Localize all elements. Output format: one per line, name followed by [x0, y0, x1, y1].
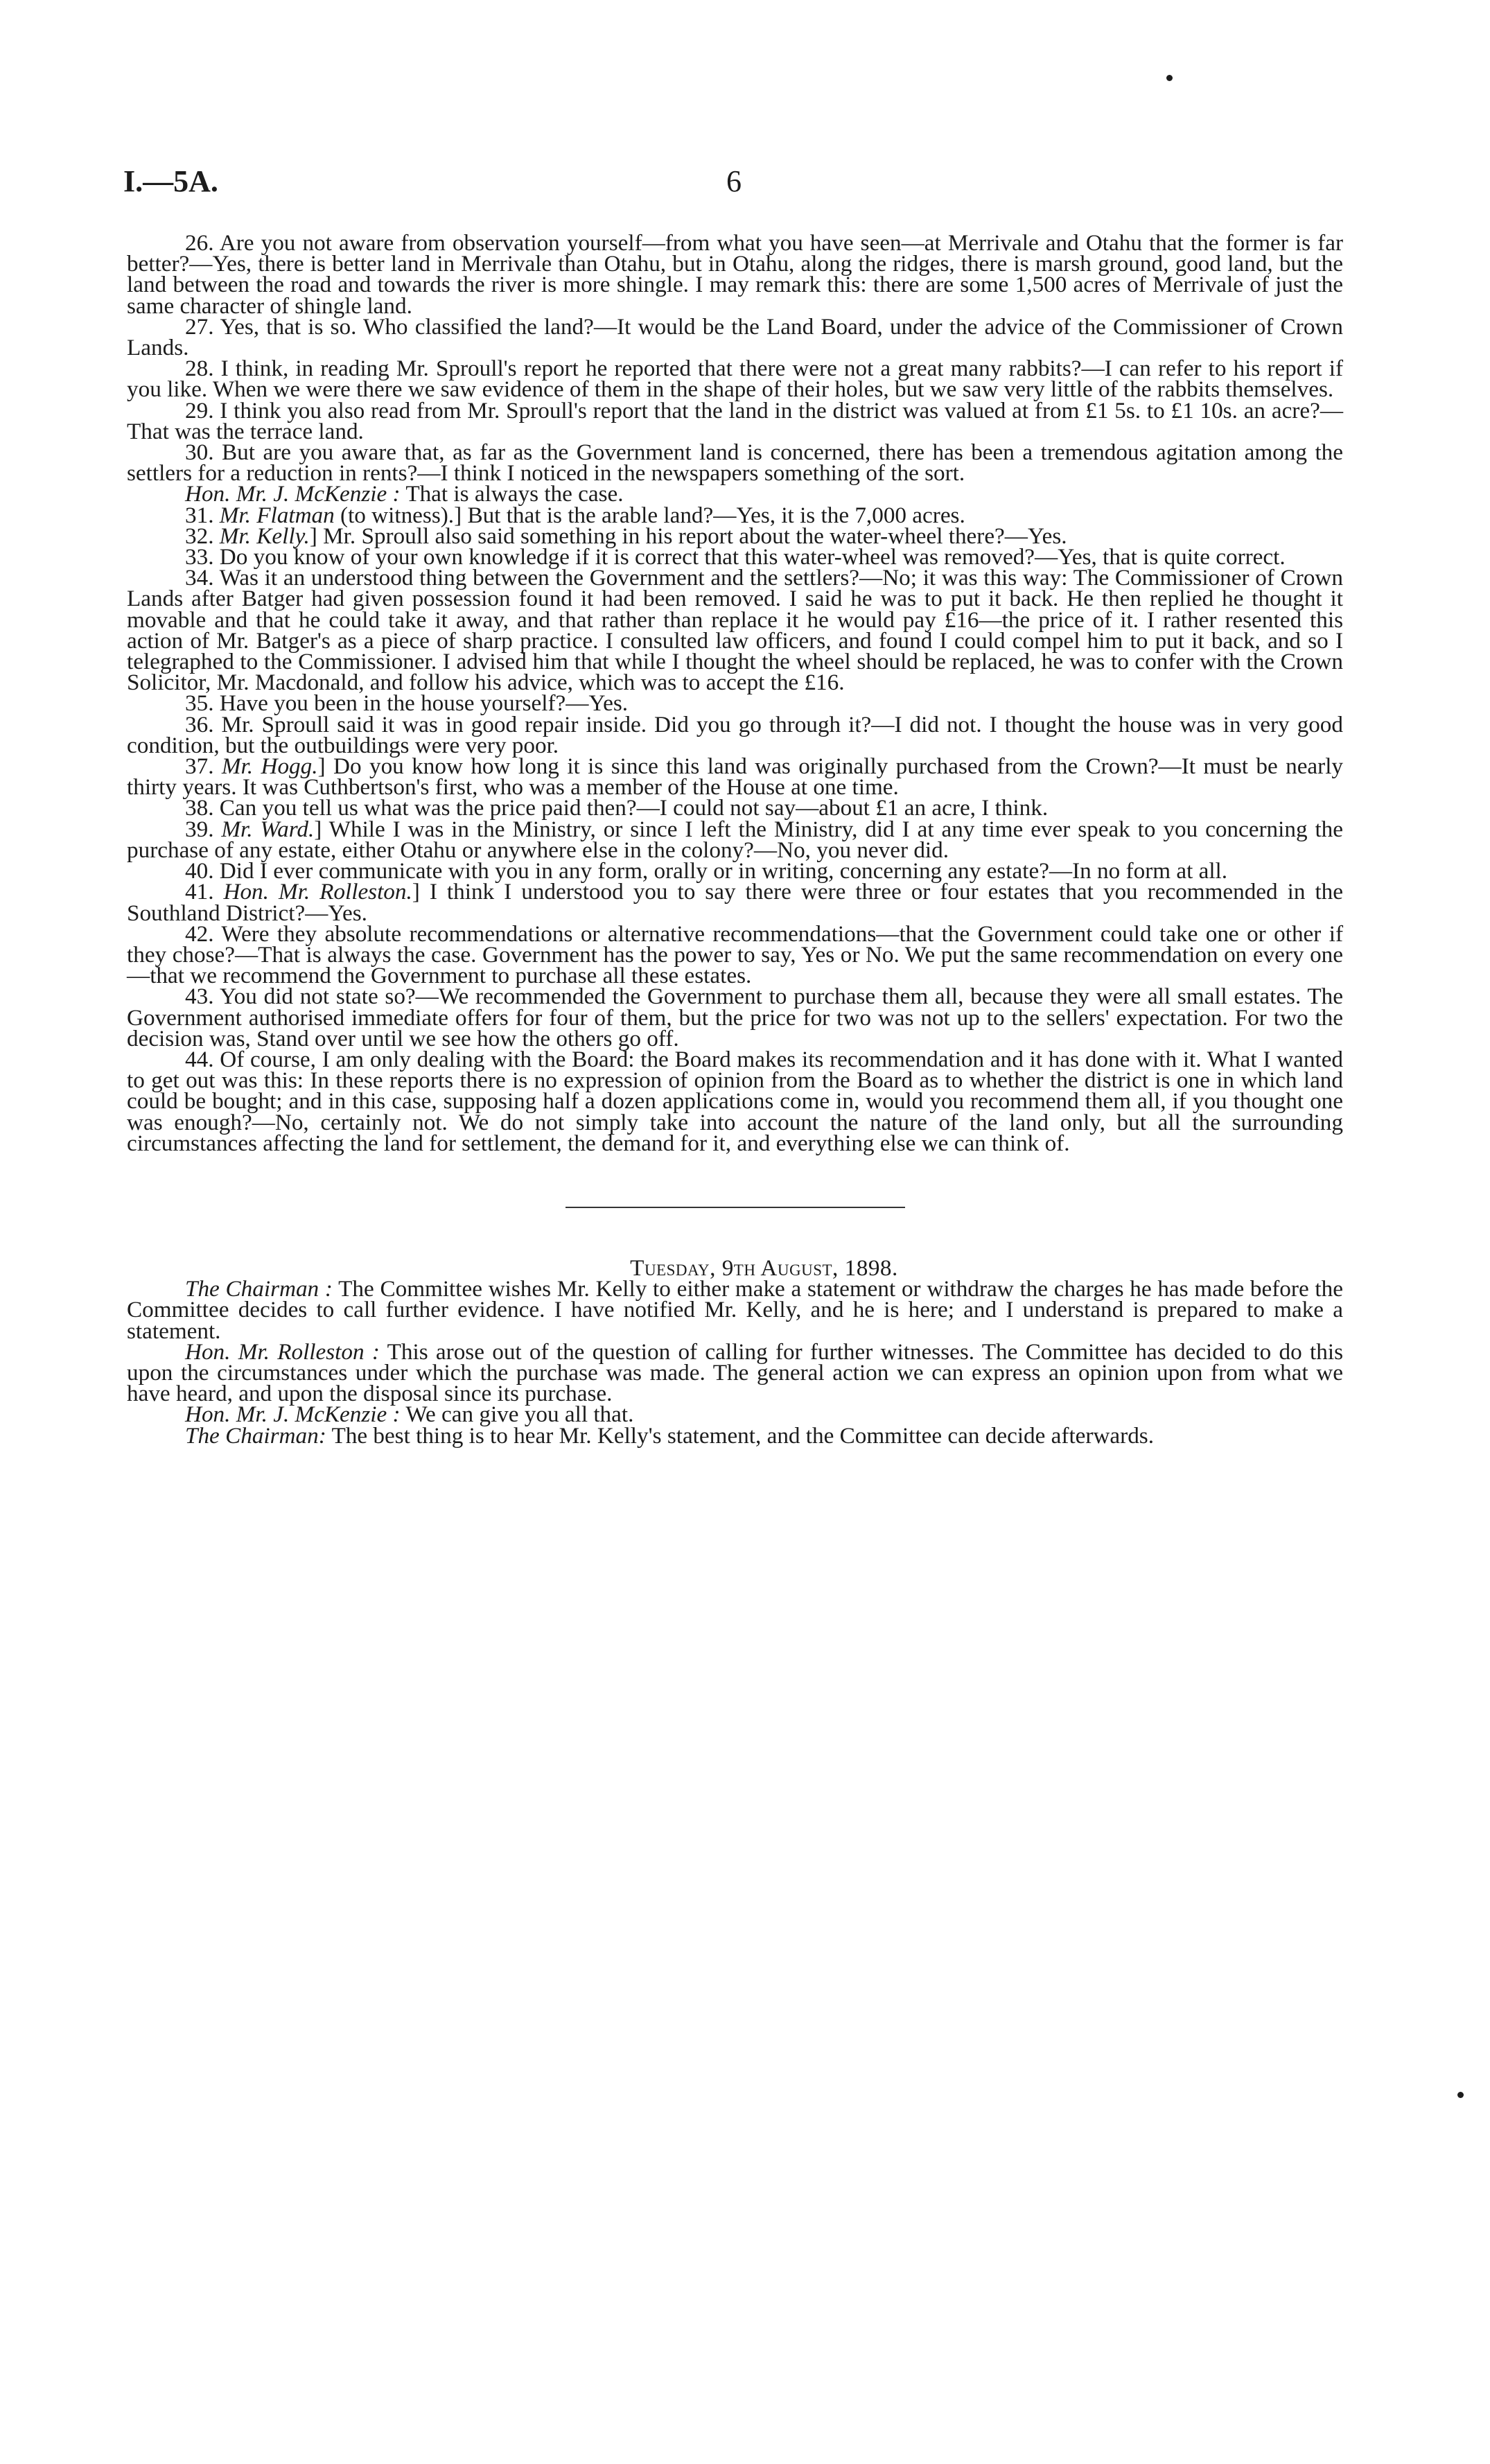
- question-text: Mr. Sproull said it was in good repair inside. Did you go through it?—I did not. I thought the house was in very good condition, but the outbuildings were very poor.: [127, 711, 1343, 758]
- speaker-name: The Chairman:: [185, 1422, 326, 1449]
- speaker-name: Mr. Hogg.: [221, 753, 318, 780]
- question-number: 31.: [185, 502, 214, 528]
- document-reference: I.—5A.: [123, 164, 218, 198]
- session-date-heading: Tuesday, 9th August, 1898.: [630, 1255, 898, 1281]
- question-number: 30.: [185, 439, 214, 466]
- question-41: [127, 879, 1344, 926]
- speaker-aside: ]: [317, 753, 326, 780]
- question-36: [127, 711, 1343, 758]
- question-text: Do you know of your own knowledge if it is correct that this water-wheel was removed?—Yes, that is quite correct.: [219, 544, 1286, 570]
- speaker-name: Hon. Mr. J. McKenzie :: [185, 481, 401, 507]
- question-text: Were they absolute recommendations or alternative recommendations—that the Government could take one or other if they chose?—That is always the case. Government has the power to say, Yes or No. We put the same recommendation on every one—that we recommend the Government to purchase all these estates.: [127, 920, 1344, 989]
- question-number: 39.: [185, 816, 214, 842]
- question-number: 40.: [185, 858, 214, 884]
- question-number: 33.: [185, 544, 214, 570]
- question-29: [127, 397, 1344, 444]
- question-number: 28.: [185, 356, 214, 382]
- speaker-name: The Chairman :: [185, 1276, 333, 1302]
- remark-text: That is always the case.: [405, 481, 624, 507]
- question-number: 32.: [185, 523, 214, 549]
- session-remark-chairman: [127, 1276, 1343, 1344]
- question-number: 42.: [185, 920, 214, 947]
- question-39: [127, 816, 1343, 863]
- session-remark-rolleston: [127, 1338, 1343, 1407]
- speaker-name: Hon. Mr. Rolleston.: [223, 879, 412, 905]
- question-30: [127, 439, 1343, 487]
- question-number: 29.: [185, 397, 214, 423]
- question-26: [127, 230, 1343, 319]
- section-divider: [566, 1207, 905, 1208]
- remark-text: The best thing is to hear Mr. Kelly's statement, and the Committee can decide afterwards.: [331, 1422, 1155, 1449]
- question-text: Have you been in the house yourself?—Yes.: [219, 690, 629, 717]
- question-text: Are you not aware from observation yourself—from what you have seen—at Merrivale and Otahu that the former is far better?—Yes, there is better land in Merrivale than Otahu, but in Otahu, along the ridges, there is marsh ground, good land, but the land between the road and towards the river is more shingle. I may remark this: there are some 1,500 acres of Merrivale of just the same character of shingle land.: [127, 230, 1343, 319]
- question-text: I think, in reading Mr. Sproull's report he reported that there were not a great many rabbits?—I can refer to his report if you like. When we were there we saw evidence of them in the shape of their holes, but we saw very little of the rabbits themselves.: [127, 356, 1343, 403]
- speaker-aside: ]: [314, 816, 322, 842]
- question-text: I think you also read from Mr. Sproull's report that the land in the district was valued at from £1 5s. to £1 10s. an acre?—That was the terrace land.: [127, 397, 1344, 444]
- question-37: [127, 753, 1344, 801]
- question-text: But that is the arable land?—Yes, it is the 7,000 acres.: [467, 502, 965, 528]
- document-body: [127, 230, 1344, 1449]
- question-number: 34.: [185, 565, 214, 591]
- speaker-name: Hon. Mr. Rolleston :: [185, 1338, 380, 1365]
- question-text: But are you aware that, as far as the Government land is concerned, there has been a tremendous agitation among the settlers for a reduction in rents?—I think I noticed in the newspapers something of the sort.: [127, 439, 1343, 487]
- question-text: While I was in the Ministry, or since I left the Ministry, did I at any time ever speak to you concerning the purchase of any estate, either Otahu or anywhere else in the colony?—No, you never did.: [127, 816, 1343, 863]
- ink-speck: [1166, 75, 1173, 81]
- question-number: 35.: [185, 690, 214, 717]
- question-text: Of course, I am only dealing with the Board: the Board makes its recommendation and it has done with it. What I wanted to get out was this: In these reports there is no expression of opinion from the Board as to whether the district is one in which land could be bought; and in this case, supposing half a dozen applications come in, would you recommend them all, if you thought one was enough?—No, certainly not. We do not simply take into account the nature of the land only, but all the surrounding circumstances affecting the land for settlement, the demand for it, and everything else we can think of.: [127, 1046, 1344, 1156]
- speaker-name: Mr. Ward.: [221, 816, 315, 842]
- question-text: Was it an understood thing between the Government and the settlers?—No; it was this way: The Commissioner of Crown Lands after Batger had given possession found it had been removed. I said he was to put it back. He then replied he thought it movable and that he could take it away, and that rather than replace it he would pay £16—the price of it. I rather resented this action of Mr. Batger's as a piece of sharp practice. I consulted law officers, and found I could compel him to put it back, and so I telegraphed to the Commissioner. I advised him that while I thought the wheel should be replaced, he was to confer with the Crown Solicitor, Mr. Macdonald, and follow his advice, which was to accept the £16.: [127, 565, 1343, 696]
- question-number: 26.: [185, 230, 214, 256]
- question-number: 43.: [185, 984, 214, 1010]
- question-43: [127, 986, 1343, 1049]
- speaker-aside: (to witness).]: [340, 502, 462, 528]
- question-44: [127, 1046, 1344, 1156]
- session-remark-chairman-final: [127, 1422, 1343, 1449]
- speaker-aside: ]: [309, 523, 317, 549]
- speaker-aside: ]: [412, 879, 420, 905]
- ink-speck: [1457, 2092, 1464, 2098]
- question-number: 27.: [185, 313, 214, 340]
- question-text: Yes, that is so. Who classified the land?—It would be the Land Board, under the advice of the Commissioner of Crown Lands.: [127, 313, 1343, 361]
- question-text: You did not state so?—We recommended the Government to purchase them all, because they were all small estates. The Government authorised immediate offers for four of them, but the price for two was not up to the sellers' expectation. For two the decision was, Stand over until we see how the others go off.: [127, 984, 1343, 1051]
- question-27: [127, 313, 1343, 361]
- question-text: Can you tell us what was the price paid then?—I could not say—about £1 an acre, I think.: [219, 795, 1049, 821]
- question-28: [127, 356, 1343, 403]
- question-text: Mr. Sproull also said something in his report about the water-wheel there?—Yes.: [323, 523, 1067, 549]
- speaker-name: Mr. Kelly.: [219, 523, 310, 549]
- question-number: 36.: [185, 711, 214, 737]
- remark-text: This arose out of the question of calling for further witnesses. The Committee has decided to do this upon the circumstances under which the purchase was made. The general action we can express an opinion upon from what we have heard, and upon the disposal since its purchase.: [127, 1338, 1343, 1407]
- question-34: [127, 565, 1343, 696]
- question-text: Did I ever communicate with you in any form, orally or in writing, concerning any estate?—In no form at all.: [219, 858, 1228, 884]
- question-text: I think I understood you to say there were three or four estates that you recommended in the Southland District?—Yes.: [127, 879, 1344, 926]
- question-number: 37.: [185, 753, 214, 780]
- remark-text: The Committee wishes Mr. Kelly to either make a statement or withdraw the charges he has made before the Committee decides to call further evidence. I have notified Mr. Kelly, and he is here; and I understand is prepared to make a statement.: [127, 1276, 1343, 1344]
- question-number: 41.: [185, 879, 214, 905]
- question-number: 38.: [185, 795, 214, 821]
- remark-text: We can give you all that.: [405, 1401, 634, 1428]
- question-number: 44.: [185, 1046, 214, 1072]
- speaker-name: Mr. Flatman: [219, 502, 335, 528]
- question-42: [127, 920, 1344, 989]
- speaker-name: Hon. Mr. J. McKenzie :: [185, 1401, 401, 1428]
- page-number: 6: [726, 164, 742, 198]
- question-text: Do you know how long it is since this land was originally purchased from the Crown?—It must be nearly thirty years. It was Cuthbertson's first, who was a member of the House at one time.: [127, 753, 1344, 801]
